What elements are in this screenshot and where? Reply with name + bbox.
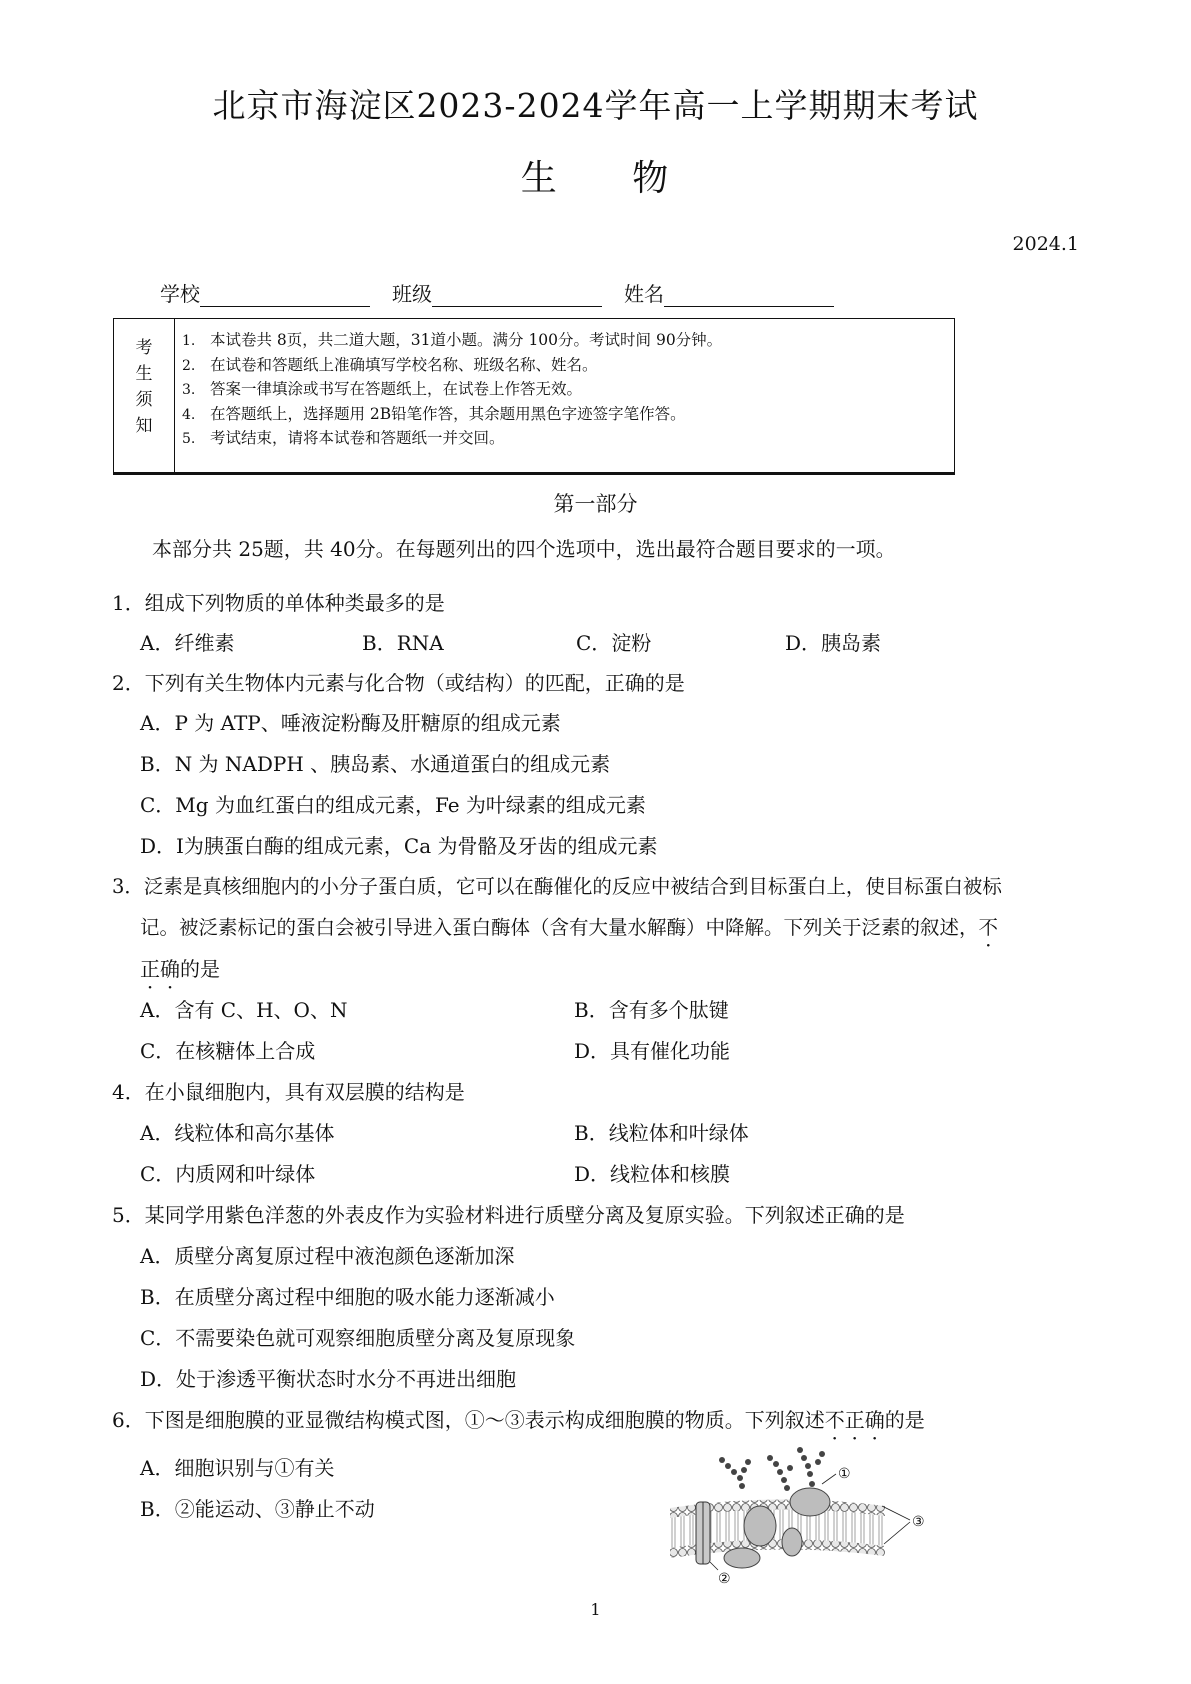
q5-option-c[interactable]: C．不需要染色就可观察细胞质壁分离及复原现象	[140, 1326, 576, 1350]
question-3-stem-line2: 记。被泛素标记的蛋白会被引导进入蛋白酶体（含有大量水解酶）中降解。下列关于泛素的叙述，不	[140, 916, 999, 939]
q4-option-d[interactable]: D．线粒体和核膜	[574, 1162, 731, 1186]
school-field[interactable]: 学校	[160, 278, 370, 307]
subject-title: 生 物	[520, 158, 671, 199]
q3-option-b[interactable]: B．含有多个肽键	[574, 998, 729, 1022]
question-6-stem: 6．下图是细胞膜的亚显微结构模式图，①～③表示构成细胞膜的物质。下列叙述不正确的是	[112, 1408, 925, 1432]
q2-option-d[interactable]: D．I为胰蛋白酶的组成元素，Ca 为骨骼及牙齿的组成元素	[140, 834, 658, 858]
question-5-stem: 5．某同学用紫色洋葱的外表皮作为实验材料进行质壁分离及复原实验。下列叙述正确的是	[112, 1203, 905, 1227]
name-blank[interactable]	[664, 286, 834, 307]
q6-option-a[interactable]: A．细胞识别与①有关	[140, 1456, 335, 1480]
q4-option-c[interactable]: C．内质网和叶绿体	[140, 1162, 316, 1186]
notice-item: 5. 考试结束，请将本试卷和答题纸一并交回。	[182, 429, 505, 447]
q5-option-d[interactable]: D．处于渗透平衡状态时水分不再进出细胞	[140, 1367, 517, 1391]
student-info-fields	[160, 278, 834, 307]
school-blank[interactable]	[200, 286, 370, 307]
embedded-protein	[744, 1506, 776, 1546]
emphasis-dot-char: 不	[824, 1408, 845, 1432]
q6-option-b[interactable]: B．②能运动、③静止不动	[140, 1497, 375, 1521]
question-4-stem: 4．在小鼠细胞内，具有双层膜的结构是	[112, 1080, 465, 1104]
notice-item: 3. 答案一律填涂或书写在答题纸上，在试卷上作答无效。	[182, 380, 583, 398]
emphasis-dot-char: 确	[864, 1408, 885, 1432]
q5-option-b[interactable]: B．在质壁分离过程中细胞的吸水能力逐渐减小	[140, 1285, 555, 1309]
question-3-stem-line1: 3．泛素是真核细胞内的小分子蛋白质，它可以在酶催化的反应中被结合到目标蛋白上，使目标蛋白被标	[112, 875, 1002, 898]
page-number: 1	[590, 1600, 601, 1619]
peripheral-protein	[724, 1548, 760, 1568]
figure-label-1: ①	[838, 1466, 851, 1482]
cell-membrane-diagram	[660, 1440, 940, 1590]
q2-option-c[interactable]: C．Mg 为血红蛋白的组成元素，Fe 为叶绿素的组成元素	[140, 793, 646, 817]
emphasis-dot-char: 确	[160, 957, 180, 981]
notice-list	[182, 329, 722, 452]
notice-item: 2. 在试卷和答题纸上准确填写学校名称、班级名称、姓名。	[182, 355, 598, 374]
class-blank[interactable]	[432, 286, 602, 307]
q1-option-c[interactable]: C．淀粉	[576, 631, 652, 655]
emphasis-dot-char: 正	[844, 1408, 865, 1432]
q5-option-a[interactable]: A．质壁分离复原过程中液泡颜色逐渐加深	[140, 1244, 515, 1268]
exam-date: 2024.1	[1012, 233, 1079, 255]
q4-option-a[interactable]: A．线粒体和高尔基体	[140, 1121, 335, 1145]
q3-option-d[interactable]: D．具有催化功能	[574, 1039, 731, 1063]
figure-label-2: ②	[718, 1571, 731, 1587]
part-intro: 本部分共 25题，共 40分。在每题列出的四个选项中，选出最符合题目要求的一项。	[152, 537, 896, 561]
part-title: 第一部分	[553, 492, 638, 516]
emphasis-dot-char: 正	[140, 957, 160, 981]
notice-item: 4. 在答题纸上，选择题用 2B铅笔作答，其余题用黑色字迹签字笔作答。	[182, 404, 686, 423]
emphasis-dot-char: 不	[978, 916, 999, 939]
figure-label-3: ③	[912, 1514, 925, 1530]
class-field[interactable]: 班级	[392, 278, 602, 307]
notice-item: 1. 本试卷共 8页，共二道大题，31道小题。满分 100分。考试时间 90分钟。	[182, 331, 723, 349]
surface-protein	[790, 1488, 830, 1516]
q4-option-b[interactable]: B．线粒体和叶绿体	[574, 1121, 749, 1145]
question-3-stem-line3: 正确的是	[140, 957, 220, 981]
glycocalyx-chains	[719, 1447, 825, 1491]
name-field[interactable]: 姓名	[624, 278, 834, 307]
exam-title: 北京市海淀区2023-2024学年高一上学期期末考试	[212, 86, 979, 125]
q2-option-b[interactable]: B．N 为 NADPH 、胰岛素、水通道蛋白的组成元素	[140, 752, 611, 776]
q1-option-a[interactable]: A．纤维素	[140, 631, 235, 655]
q2-option-a[interactable]: A．P 为 ATP、唾液淀粉酶及肝糖原的组成元素	[140, 711, 561, 735]
question-2-stem: 2．下列有关生物体内元素与化合物（或结构）的匹配，正确的是	[112, 671, 685, 695]
q1-option-b[interactable]: B．RNA	[362, 631, 444, 655]
exam-notice-box	[113, 318, 955, 475]
q1-option-d[interactable]: D．胰岛素	[785, 631, 882, 655]
q3-option-c[interactable]: C．在核糖体上合成	[140, 1039, 316, 1063]
q3-option-a[interactable]: A．含有 C、H、O、N	[140, 998, 348, 1022]
notice-side-label: 考 生 须 知	[114, 319, 175, 472]
question-1-stem: 1．组成下列物质的单体种类最多的是	[112, 591, 445, 615]
